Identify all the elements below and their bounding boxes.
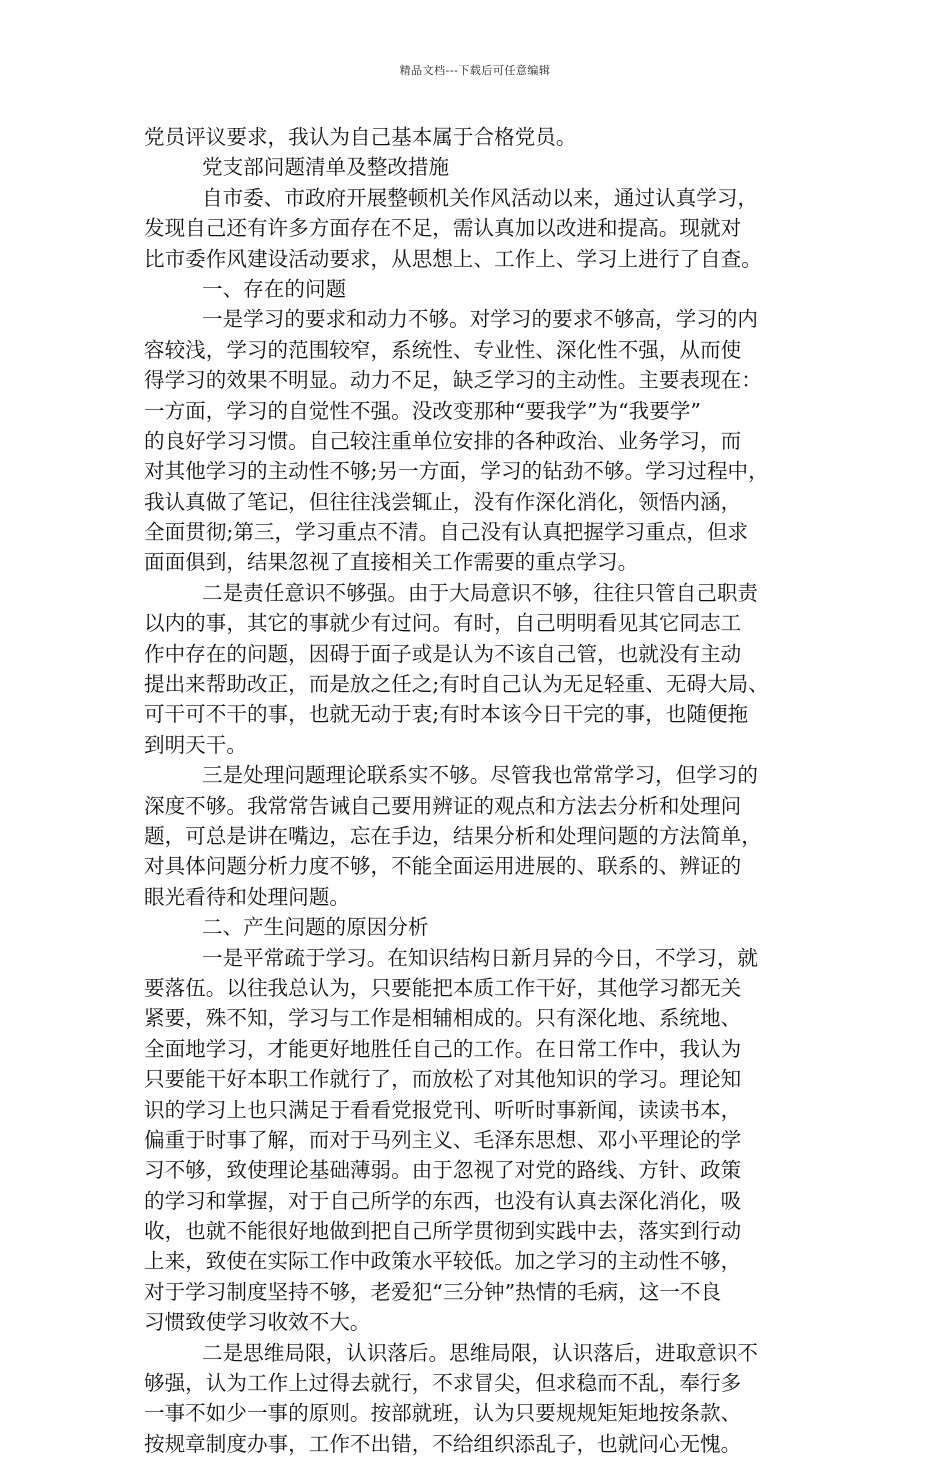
text-line: 对于学习制度坚持不够，老爱犯“三分钟”热情的毛病，这一不良 xyxy=(144,1279,722,1304)
text-line: 二是思维局限，认识落后。思维局限，认识落后，进取意识不 xyxy=(202,1340,759,1365)
text-line: 题，可总是讲在嘴边，忘在手边，结果分析和处理问题的方法简单， xyxy=(144,823,762,848)
document-body xyxy=(144,122,816,1459)
text-line: 二是责任意识不够强。由于大局意识不够，往往只管自己职责 xyxy=(202,580,759,605)
text-line: 的学习和掌握，对于自己所学的东西，也没有认真去深化消化，吸 xyxy=(144,1188,742,1213)
text-line: 全面贯彻;第三，学习重点不清。自己没有认真把握学习重点，但求 xyxy=(144,520,749,545)
text-line: 偏重于时事了解，而对于马列主义、毛泽东思想、邓小平理论的学 xyxy=(144,1127,742,1152)
text-line: 要落伍。以往我总认为，只要能把本质工作干好，其他学习都无关 xyxy=(144,975,742,1000)
text-line: 只要能干好本职工作就行了，而放松了对其他知识的学习。理论知 xyxy=(144,1067,742,1092)
text-line: 一是学习的要求和动力不够。对学习的要求不够高，学习的内 xyxy=(202,307,759,332)
text-line: 眼光看待和处理问题。 xyxy=(144,884,350,909)
text-line: 的良好学习习惯。自己较注重单位安排的各种政治、业务学习，而 xyxy=(144,428,742,453)
text-line: 一方面，学习的自觉性不强。没改变那种“要我学”为“我要学” xyxy=(144,398,701,423)
text-line: 自市委、市政府开展整顿机关作风活动以来，通过认真学习， xyxy=(202,185,759,210)
text-line: 习惯致使学习收效不大。 xyxy=(144,1310,371,1335)
text-line: 收，也就不能很好地做到把自己所学贯彻到实践中去，落实到行动 xyxy=(144,1219,742,1244)
text-line: 够强，认为工作上过得去就行，不求冒尖，但求稳而不乱，奉行多 xyxy=(144,1371,742,1396)
text-line: 按规章制度办事，工作不出错，不给组织添乱子，也就问心无愧。 xyxy=(144,1431,742,1456)
text-line: 得学习的效果不明显。动力不足，缺乏学习的主动性。主要表现在： xyxy=(144,368,762,393)
text-line: 对具体问题分析力度不够，不能全面运用进展的、联系的、辨证的 xyxy=(144,854,742,879)
text-line: 深度不够。我常常告诫自己要用辨证的观点和方法去分析和处理问 xyxy=(144,793,742,818)
text-line: 提出来帮助改正，而是放之任之;有时自己认为无足轻重、无碍大局、 xyxy=(144,672,769,697)
text-line: 我认真做了笔记，但往往浅尝辄止，没有作深化消化，领悟内涵， xyxy=(144,489,742,514)
text-line: 习不够，致使理论基础薄弱。由于忽视了对党的路线、方针、政策 xyxy=(144,1158,742,1183)
text-line: 可干可不干的事，也就无动于衷;有时本该今日干完的事，也随便拖 xyxy=(144,702,749,727)
text-line: 二、产生问题的原因分析 xyxy=(202,915,429,940)
text-line: 一、存在的问题 xyxy=(202,276,347,301)
text-line: 全面地学习，才能更好地胜任自己的工作。在日常工作中，我认为 xyxy=(144,1036,742,1061)
text-line: 发现自己还有许多方面存在不足，需认真加以改进和提高。现就对 xyxy=(144,216,742,241)
text-line: 上来，致使在实际工作中政策水平较低。加之学习的主动性不够， xyxy=(144,1249,742,1274)
text-line: 三是处理问题理论联系实不够。尽管我也常常学习，但学习的 xyxy=(202,763,759,788)
text-line: 到明天干。 xyxy=(144,732,247,757)
text-line: 识的学习上也只满足于看看党报党刊、听听时事新闻，读读书本， xyxy=(144,1097,742,1122)
text-line: 党员评议要求，我认为自己基本属于合格党员。 xyxy=(144,125,577,149)
text-line: 面面俱到，结果忽视了直接相关工作需要的重点学习。 xyxy=(144,550,639,575)
text-line: 比市委作风建设活动要求，从思想上、工作上、学习上进行了自查。 xyxy=(144,246,762,271)
text-line: 党支部问题清单及整改措施 xyxy=(202,155,450,180)
text-line: 对其他学习的主动性不够;另一方面，学习的钻劲不够。学习过程中， xyxy=(144,459,769,484)
text-line: 一是平常疏于学习。在知识结构日新月异的今日，不学习，就 xyxy=(202,945,759,970)
text-line: 作中存在的问题，因碍于面子或是认为不该自己管，也就没有主动 xyxy=(144,641,742,666)
page-header: 精品文档---下载后可任意编辑 xyxy=(399,64,551,77)
text-line: 以内的事，其它的事就少有过问。有时，自己明明看见其它同志工 xyxy=(144,611,742,636)
text-line: 容较浅，学习的范围较窄，系统性、专业性、深化性不强，从而使 xyxy=(144,337,742,362)
text-line: 紧要，殊不知，学习与工作是相辅相成的。只有深化地、系统地、 xyxy=(144,1006,742,1031)
text-line: 一事不如少一事的原则。按部就班，认为只要规规矩矩地按条款、 xyxy=(144,1401,742,1426)
